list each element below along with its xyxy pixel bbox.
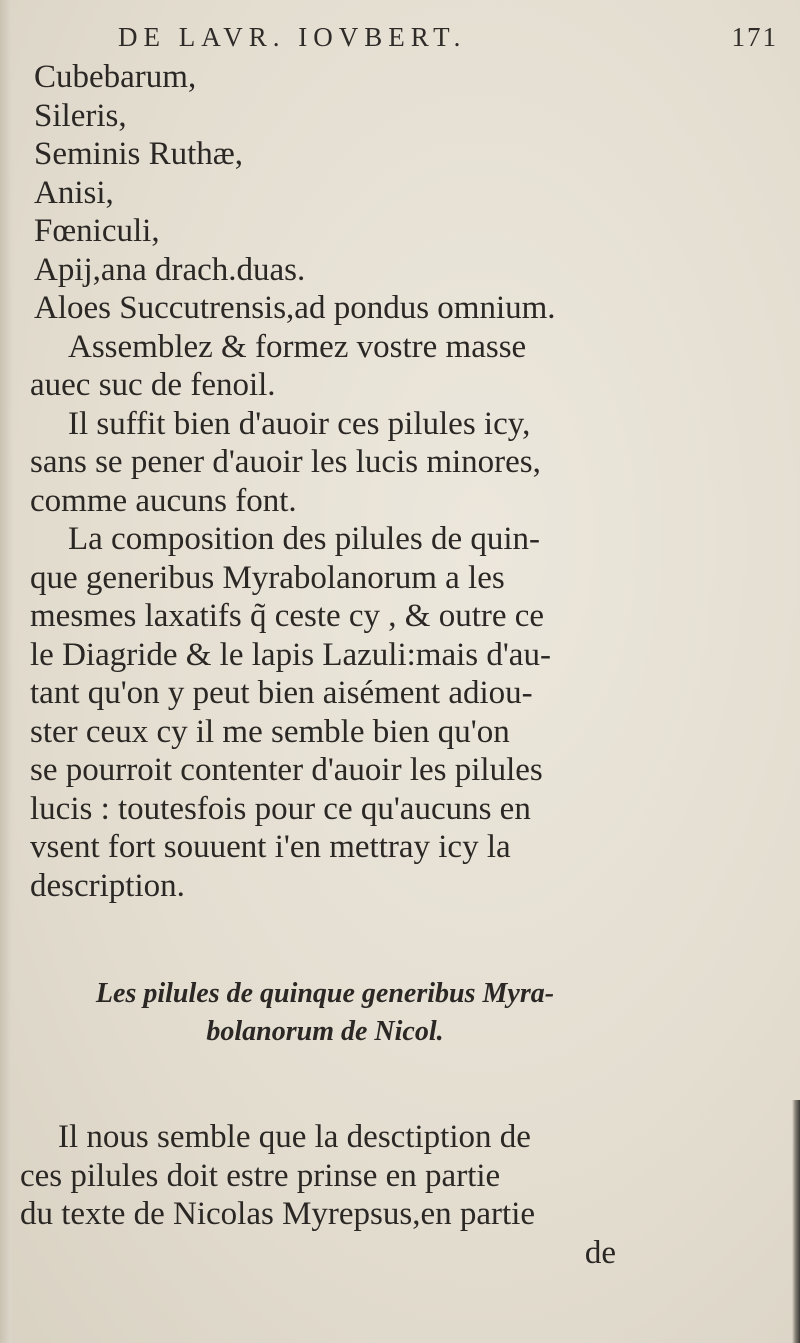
text-line: Il nous semble que la desctiption de: [58, 1119, 531, 1155]
section-body: [20, 1118, 630, 1272]
text-line: Apij,ana drach.duas.: [34, 251, 306, 288]
text-line: lucis : toutesfois pour ce qu'aucuns en: [30, 790, 531, 827]
text-line: Seminis Ruthæ,: [34, 136, 244, 172]
text-line: Fœniculi,: [34, 213, 160, 249]
text-line: Sileris,: [34, 97, 127, 134]
page-edge-shadow: [792, 1100, 800, 1343]
text-line: du texte de Nicolas Myrepsus,en partie: [20, 1196, 536, 1232]
page-header: [118, 22, 778, 62]
running-head: DE LAVR. IOVBERT.: [118, 22, 467, 52]
text-line: que generibus Myrabolanorum a les: [30, 559, 505, 596]
section-heading-line: Les pilules de quinque generibus Myra-: [95, 978, 555, 1009]
text-line: Aloes Succutrensis,ad pondus omnium.: [34, 290, 556, 326]
text-line: auec suc de fenoil.: [30, 367, 276, 403]
text-line: description.: [30, 867, 185, 904]
text-line: sans se pener d'auoir les lucis minores,: [30, 444, 541, 480]
text-line: vsent fort souuent i'en mettray icy la: [30, 829, 511, 865]
text-line: Anisi,: [34, 174, 114, 211]
section-heading: [0, 975, 650, 1051]
text-line: Cubebarum,: [34, 59, 197, 95]
page-gutter-shadow: [0, 0, 14, 1343]
text-line: Il suffit bien d'auoir ces pilules icy,: [68, 405, 531, 442]
section-heading-line: bolanorum de Nicol.: [206, 1016, 444, 1047]
text-line: le Diagride & le lapis Lazuli:mais d'au-: [30, 636, 551, 673]
text-line: tant qu'on y peut bien aisément adiou-: [30, 675, 533, 711]
text-line: ster ceux cy il me semble bien qu'on: [30, 713, 510, 750]
text-line: ces pilules doit estre prinse en partie: [20, 1157, 501, 1194]
page-number: 171: [731, 22, 778, 52]
text-line: mesmes laxatifs q̃ ceste cy , & outre ce: [30, 598, 545, 634]
text-line: comme aucuns font.: [30, 482, 297, 519]
recipe-text: [30, 58, 650, 905]
catchword: de: [584, 1234, 616, 1271]
text-line: se pourroit contenter d'auoir les pilules: [30, 752, 543, 788]
text-line: Assemblez & formez vostre masse: [68, 328, 527, 365]
text-line: La composition des pilules de quin-: [68, 521, 541, 557]
